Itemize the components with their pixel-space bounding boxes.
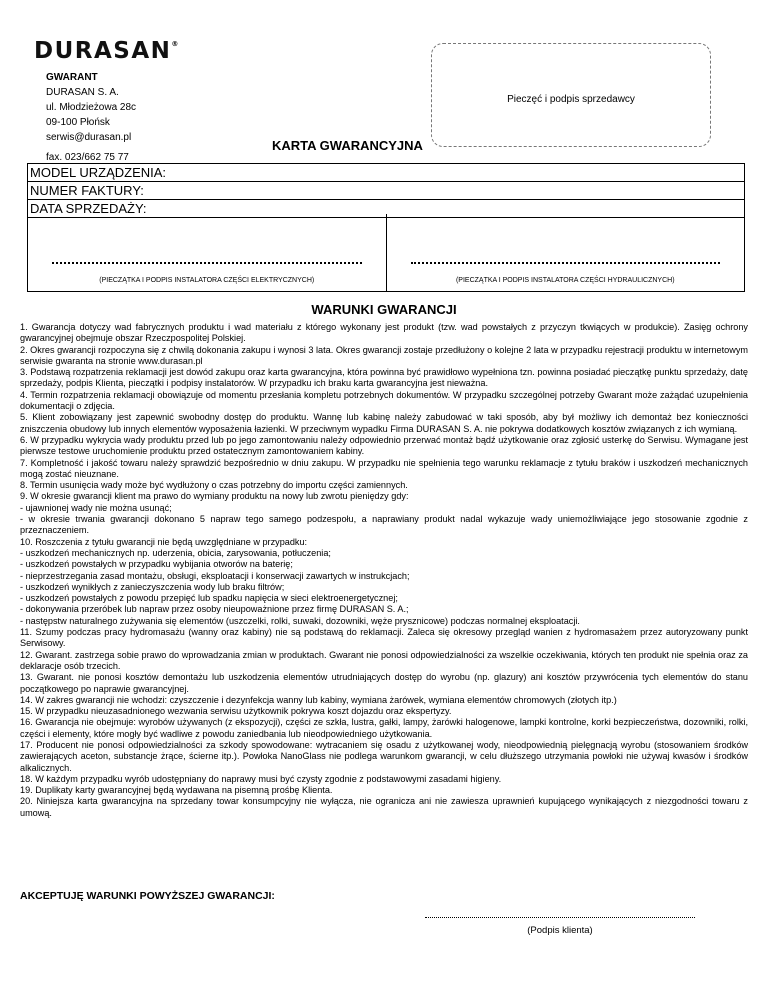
terms-item: 3. Podstawą rozpatrzenia reklamacji jest dowód zakupu oraz karta gwarancyjna, która powinna być prawidłowo wypełniona tzn. powinna posiadać pieczątkę punktu sprzedaży, datę sprzedaży, podpis Klienta, pieczątki i podpisy instalatorów. W przypadku ich braku karta gwarancyjna jest nieważna. xyxy=(20,367,748,389)
product-info-table xyxy=(27,163,745,218)
terms-item: - w okresie trwania gwarancji dokonano 5 napraw tego samego podzespołu, a naprawiany produkt nadal wykazuje wady uniemożliwiające jego stosowanie zgodnie z przeznaczeniem. xyxy=(20,514,748,536)
terms-item: 15. W przypadku nieuzasadnionego wezwania serwisu użytkownik pokrywa koszt dojazdu oraz ekspertyzy. xyxy=(20,706,452,717)
hydraulic-installer-caption: (PIECZĄTKA I PODPIS INSTALATORA CZĘŚCI HYDRAULICZNYCH) xyxy=(455,277,675,284)
hydraulic-installer-cell xyxy=(387,214,745,291)
terms-item: - nieprzestrzegania zasad montażu, obsługi, eksploatacji i konserwacji zawartych w instrukcjach; xyxy=(20,570,410,581)
terms-item: 9. W okresie gwarancji klient ma prawo do wymiany produktu na nowy lub zwrotu pieniędzy gdy: xyxy=(20,491,409,502)
terms-item: 17. Producent nie ponosi odpowiedzialności za szkody spowodowane: wytracaniem się osadu z użytkowanej wody, nieodpowiednią pielęgnacją wyrobu (stosowaniem środków zawierających aceton, substancje żrące, ścierne itp.). Powłoka NanoGlass nie podlega warunkom gwarancji, w celu dłuższego utrzymania powłoki nie używaj kwasów i środków alkalicznych. xyxy=(20,739,748,773)
terms-item: - uszkodzeń mechanicznych np. uderzenia, obicia, zarysowania, potłuczenia; xyxy=(20,547,331,558)
terms-item: 14. W zakres gwarancji nie wchodzi: czyszczenie i dezynfekcja wanny lub kabiny, wymiana żarówek, wymiana elementów chromowych (złotych itp.) xyxy=(20,694,617,705)
terms-item: 13. Gwarant. nie ponosi kosztów demontażu lub uszkodzenia elementów utrudniających dostęp do wyrobu (np. glazury) ani kosztów przywrócenia tych elementów do stanu początkowego po naprawie gwarancyjnej. xyxy=(20,672,748,694)
terms-item: 16. Gwarancja nie obejmuje: wyrobów używanych (z ekspozycji), części ze szkła, lustra, gałki, lampy, żarówki halogenowe, lampki kontrolne, korki bezpieczeństwa, dozowniki, rolki, części i elementy, które mogły być wadliwe z powodu zaniedbania lub nieodpowiedniego użytkowania. xyxy=(20,717,748,739)
signature-line xyxy=(411,262,721,264)
invoice-number-field: NUMER FAKTURY: xyxy=(28,182,744,200)
terms-item: 12. Gwarant. zastrzega sobie prawo do wprowadzania zmian w produktach. Gwarant nie ponosi odpowiedzialności za wszelkie oczekiwania, których ten produkt nie spełnia oraz za deklaracje osób trzecich. xyxy=(20,649,748,671)
terms-item: 10. Roszczenia z tytułu gwarancji nie będą uwzględniane w przypadku: xyxy=(20,536,308,547)
guarantor-heading: GWARANT xyxy=(46,72,98,83)
terms-item: 2. Okres gwarancji rozpoczyna się z chwilą dokonania zakupu i wynosi 3 lata. Okres gwarancji zostaje przedłużony o kolejne 2 lata w przypadku rejestracji produktu w internetowym serwisie gwaranta na stronie www.durasan.pl xyxy=(20,344,748,366)
sale-date-field: DATA SPRZEDAŻY: xyxy=(30,201,147,216)
registered-mark: ® xyxy=(171,40,179,48)
terms-item: - uszkodzeń powstałych z powodu przepięć lub spadku napięcia w sieci elektroenergetycznej; xyxy=(20,593,398,604)
terms-item: 5. Klient zobowiązany jest zapewnić swobodny dostęp do produktu. Wannę lub kabinę należy zabudować w taki sposób, aby był możliwy ich demontaż bez konieczności zniszczenia obudowy lub innych elementów wyposażenia łazienki. W przeciwnym wypadku Firma DURASAN S. A. nie pokrywa dodatkowych kosztów związanych z ich wymianą. xyxy=(20,412,748,434)
terms-item: 8. Termin usunięcia wady może być wydłużony o czas potrzebny do importu części zamiennych. xyxy=(20,480,408,491)
company-fax: fax. 023/662 75 77 xyxy=(46,152,129,163)
terms-item: 6. W przypadku wykrycia wady produktu przed lub po jego zamontowaniu należy odpowiednio przerwać montaż bądź użytkowanie oraz zgłosić usterkę do Serwisu. Wymagane jest pierwsze testowe uruchomienie produktu przed ostatecznym zamontowaniem kabiny. xyxy=(20,434,748,457)
company-street: ul. Młodzieżowa 28c xyxy=(46,102,137,113)
terms-item: - ujawnionej wady nie można usunąć; xyxy=(20,502,172,513)
terms-item: 7. Kompletność i jakość towaru należy sprawdzić bezpośrednio w dniu zakupu. W przypadku nie spełnienia tego warunku reklamacje z tytułu braków i uszkodzeń mechanicznych mogą zostać nieuznane. xyxy=(20,457,748,479)
terms-list xyxy=(20,322,748,819)
durasan-logo xyxy=(34,38,178,64)
model-field: MODEL URZĄDZENIA: xyxy=(28,164,744,182)
terms-item: 1. Gwarancja dotyczy wad fabrycznych produktu i wad materiału z którego wykonany jest produkt (tzw. wad powstałych z przyczyn tkwiących w produkcie). Zasięg ochrony gwarancyjnej obejmuje obszar Rzeczpospolitej Polskiej. xyxy=(20,322,748,344)
seller-stamp-label: Pieczęć i podpis sprzedawcy xyxy=(507,94,635,105)
accept-terms-label: AKCEPTUJĘ WARUNKI POWYŻSZEJ GWARANCJI: xyxy=(20,890,275,902)
terms-item: - dokonywania przeróbek lub napraw przez osoby nieupoważnione przez firmę DURASAN S. A.; xyxy=(20,604,409,615)
terms-title: WARUNKI GWARANCJI xyxy=(311,302,457,317)
terms-item: 11. Szumy podczas pracy hydromasażu (wanny oraz kabiny) nie są podstawą do reklamacji. Zaleca się okresowy przegląd wanien z hydromasażem przez autoryzowany punkt Serwisowy. xyxy=(20,627,748,649)
signature-line xyxy=(52,262,362,264)
seller-stamp-box xyxy=(431,43,711,147)
electric-installer-cell xyxy=(28,214,387,291)
company-city: 09-100 Płońsk xyxy=(46,117,110,128)
terms-item: 4. Termin rozpatrzenia reklamacji obowiązuje od momentu przesłania kompletu potrzebnych dokumentów. W przypadku szczególnej potrzeby Gwarant może zażądać uzupełnienia dokumentacji o zdjęcia. xyxy=(20,389,748,412)
terms-item: 19. Duplikaty karty gwarancyjnej będą wydawana na pisemną prośbę Klienta. xyxy=(20,785,333,796)
terms-item: 18. W każdym przypadku wyrób udostępniany do naprawy musi być czysty zgodnie z podstawowymi zasadami higieny. xyxy=(20,773,502,784)
terms-item: - uszkodzeń powstałych w przypadku wybijania otworów na baterię; xyxy=(20,559,293,570)
client-signature-caption: (Podpis klienta) xyxy=(527,925,593,936)
terms-item: 20. Niniejsza karta gwarancyjna na sprzedany towar konsumpcyjny nie wyłącza, nie ogranicza ani nie zawiesza uprawnień kupującego wynikających z niezgodności towaru z umową. xyxy=(20,796,748,818)
company-name: DURASAN S. A. xyxy=(46,87,119,98)
client-signature-line xyxy=(425,917,695,918)
terms-item: - uszkodzeń wynikłych z zanieczyszczenia wody lub braku filtrów; xyxy=(20,581,285,592)
installer-signature-table xyxy=(27,214,745,292)
electric-installer-caption: (PIECZĄTKA I PODPIS INSTALATORA CZĘŚCI ELEKTRYCZNYCH) xyxy=(99,277,315,284)
company-email: serwis@durasan.pl xyxy=(46,132,132,143)
terms-item: - następstw naturalnego zużywania się elementów (uszczelki, rolki, suwaki, dozowniki, węże prysznicowe) podczas normalnej eksploatacji. xyxy=(20,615,580,626)
card-title: KARTA GWARANCYJNA xyxy=(272,138,423,153)
logo-text: DURASAN xyxy=(34,38,172,64)
